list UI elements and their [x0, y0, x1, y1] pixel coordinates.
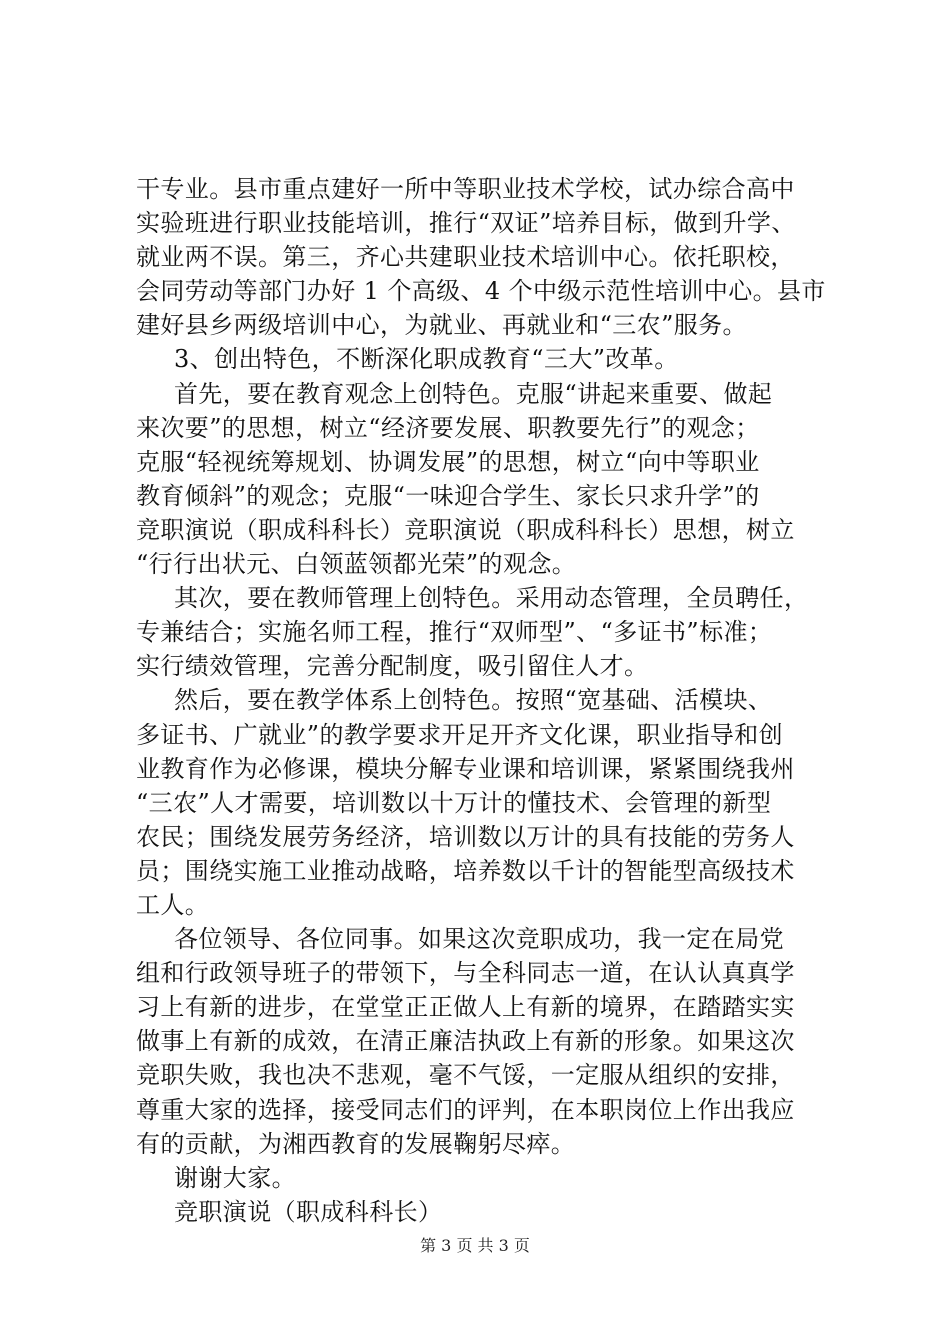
text-line: 业教育作为必修课，模块分解专业课和培训课，紧紧围绕我州 — [136, 754, 795, 783]
text-line: 然后，要在教学体系上创特色。按照“宽基础、活模块、 — [174, 686, 773, 715]
text-line: 3、创出特色，不断深化职成教育“三大”改革。 — [174, 345, 679, 374]
text-line: 就业两不误。第三，齐心共建职业技术培训中心。依托职校， — [136, 243, 795, 272]
text-line: 首先，要在教育观念上创特色。克服“讲起来重要、做起 — [174, 379, 773, 408]
text-line: 各位领导、各位同事。如果这次竞职成功，我一定在局党 — [174, 925, 784, 954]
text-line: 工人。 — [136, 890, 210, 919]
text-line: 建好县乡两级培训中心，为就业、再就业和“三农”服务。 — [136, 311, 747, 340]
text-line: 做事上有新的成效，在清正廉洁执政上有新的形象。如果这次 — [136, 1027, 795, 1056]
text-line: 有的贡献，为湘西教育的发展鞠躬尽瘁。 — [136, 1129, 576, 1158]
page-footer: 第 3 页 共 3 页 — [420, 1236, 530, 1255]
text-line: “行行出状元、白领蓝领都光荣”的观念。 — [136, 550, 577, 579]
text-line: 习上有新的进步，在堂堂正正做人上有新的境界，在踏踏实实 — [136, 993, 795, 1022]
text-line: 竞职失败，我也决不悲观，毫不气馁，一定服从组织的安排， — [136, 1061, 795, 1090]
text-line: 尊重大家的选择，接受同志们的评判，在本职岗位上作出我应 — [136, 1095, 795, 1124]
text-line: 竞职演说（职成科科长）竞职演说（职成科科长）思想，树立 — [136, 515, 795, 544]
text-line: “三农”人才需要，培训数以十万计的懂技术、会管理的新型 — [136, 788, 772, 817]
text-line: 竞职演说（职成科科长） — [174, 1197, 443, 1226]
text-line: 实验班进行职业技能培训，推行“双证”培养目标，做到升学、 — [136, 209, 796, 238]
text-line: 组和行政领导班子的带领下，与全科同志一道，在认认真真学 — [136, 959, 795, 988]
text-line: 来次要”的思想，树立“经济要发展、职教要先行”的观念； — [136, 413, 760, 442]
text-line: 干专业。县市重点建好一所中等职业技术学校，试办综合高中 — [136, 175, 795, 203]
text-line: 克服“轻视统筹规划、协调发展”的思想，树立“向中等职业 — [136, 447, 760, 476]
text-line: 多证书、广就业”的教学要求开足开齐文化课，职业指导和创 — [136, 720, 784, 749]
text-line: 农民；围绕发展劳务经济，培训数以万计的具有技能的劳务人 — [136, 822, 795, 851]
document-body — [136, 172, 836, 1229]
text-line: 会同劳动等部门办好 1 个高级、4 个中级示范性培训中心。县市 — [136, 277, 826, 306]
text-line: 教育倾斜”的观念；克服“一味迎合学生、家长只求升学”的 — [136, 481, 760, 510]
text-line: 员；围绕实施工业推动战略，培养数以千计的智能型高级技术 — [136, 856, 795, 885]
text-line: 专兼结合；实施名师工程，推行“双师型”、“多证书”标准； — [136, 618, 773, 647]
text-line: 其次，要在教师管理上创特色。采用动态管理，全员聘任， — [174, 584, 809, 613]
text-line: 谢谢大家。 — [174, 1163, 296, 1192]
text-line: 实行绩效管理，完善分配制度，吸引留住人才。 — [136, 652, 649, 681]
